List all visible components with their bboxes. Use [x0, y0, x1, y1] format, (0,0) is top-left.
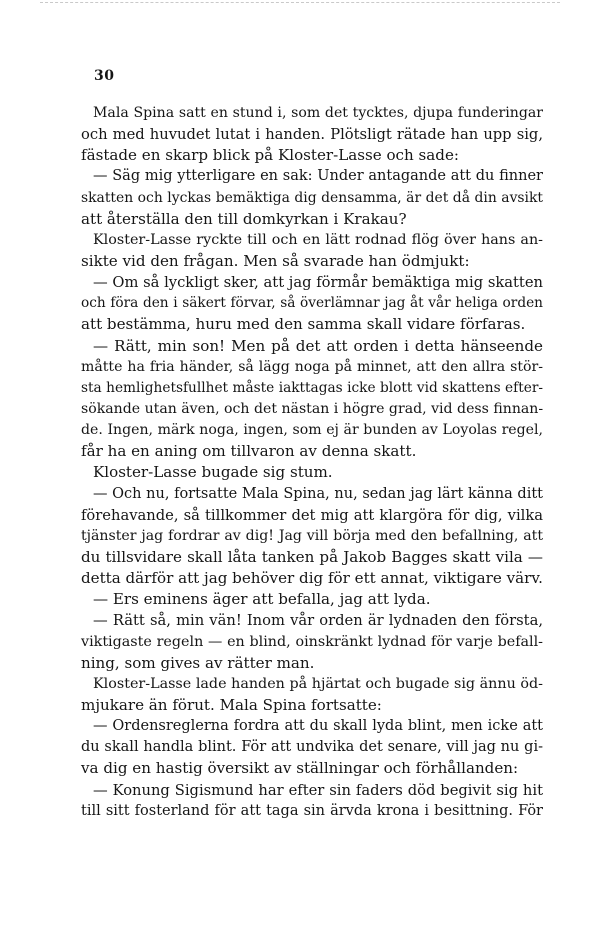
text-line: förehavande, så tillkommer det mig att klargöra för dig, vilka: [81, 506, 543, 524]
page-number: 30: [94, 68, 115, 84]
text-line: tjänster jag fordrar av dig! Jag vill börja med den befallning, att: [81, 527, 543, 544]
text-line: — Ordensreglerna fordra att du skall lyda blint, men icke att: [93, 718, 543, 735]
text-line: skatten och lyckas bemäktiga dig densamma, är det då din avsikt: [81, 189, 543, 206]
text-line: — Om så lyckligt sker, att jag förmår bemäktiga mig skatten: [93, 274, 543, 292]
text-line: till sitt fosterland för att taga sin ärvda krona i besittning. För: [81, 802, 543, 819]
text-line: — Konung Sigismund har efter sin faders död begivit sig hit: [93, 781, 543, 799]
text-line: de. Ingen, märk noga, ingen, som ej är bunden av Loyolas regel,: [81, 422, 543, 439]
text-line: — Säg mig ytterligare en sak: Under antagande att du finner: [93, 168, 543, 185]
text-line: måtte ha fria händer, så lägg noga på minnet, att den allra stör-: [81, 358, 543, 375]
body-text: [81, 103, 543, 822]
text-line: du skall handla blint. För att undvika det senare, vill jag nu gi-: [81, 739, 543, 756]
text-line: och med huvudet lutat i handen. Plötsligt rätade han upp sig,: [81, 126, 543, 144]
text-line: sikte vid den frågan. Men så svarade han ödmjukt:: [81, 251, 470, 270]
text-line: sökande utan även, och det nästan i högre grad, vid dess finnan-: [81, 400, 544, 417]
text-line: — Och nu, fortsatte Mala Spina, nu, sedan jag lärt känna ditt: [93, 485, 543, 502]
text-line: Mala Spina satt en stund i, som det tycktes, djupa funderingar: [93, 105, 543, 121]
text-line: Kloster-Lasse bugade sig stum.: [93, 463, 333, 482]
text-line: viktigaste regeln — en blind, oinskränkt lydnad för varje befall-: [81, 633, 543, 650]
text-line: Kloster-Lasse ryckte till och en lätt rodnad flög över hans an-: [93, 231, 543, 248]
text-line: får ha en aning om tillvaron av denna skatt.: [81, 442, 417, 461]
text-line: sta hemlighetsfullhet måste iakttagas icke blott vid skattens efter-: [81, 379, 543, 396]
text-line: du tillsvidare skall låta tanken på Jakob Bagges skatt vila —: [81, 547, 543, 566]
text-line: va dig en hastig översikt av ställningar och förhållanden:: [81, 759, 519, 778]
text-line: fästade en skarp blick på Kloster-Lasse och sade:: [81, 146, 459, 165]
text-line: ning, som gives av rätter man.: [81, 653, 315, 672]
text-line: — Rätt så, min vän! Inom vår orden är lydnaden den första,: [93, 612, 543, 630]
top-edge-rule: [40, 2, 560, 3]
text-line: — Ers eminens äger att befalla, jag att lyda.: [93, 590, 431, 609]
text-line: och föra den i säkert förvar, så överlämnar jag åt vår heliga orden: [81, 295, 543, 312]
text-line: att återställa den till domkyrkan i Krakau?: [81, 209, 407, 228]
text-line: Kloster-Lasse lade handen på hjärtat och bugade sig ännu öd-: [93, 675, 543, 692]
text-line: att bestämma, huru med den samma skall vidare förfaras.: [81, 315, 526, 334]
text-line: detta därför att jag behöver dig för ett annat, viktigare värv.: [81, 569, 543, 588]
text-line: — Rätt, min son! Men på det att orden i detta hänseende: [93, 336, 543, 355]
text-line: mjukare än förut. Mala Spina fortsatte:: [81, 695, 382, 714]
